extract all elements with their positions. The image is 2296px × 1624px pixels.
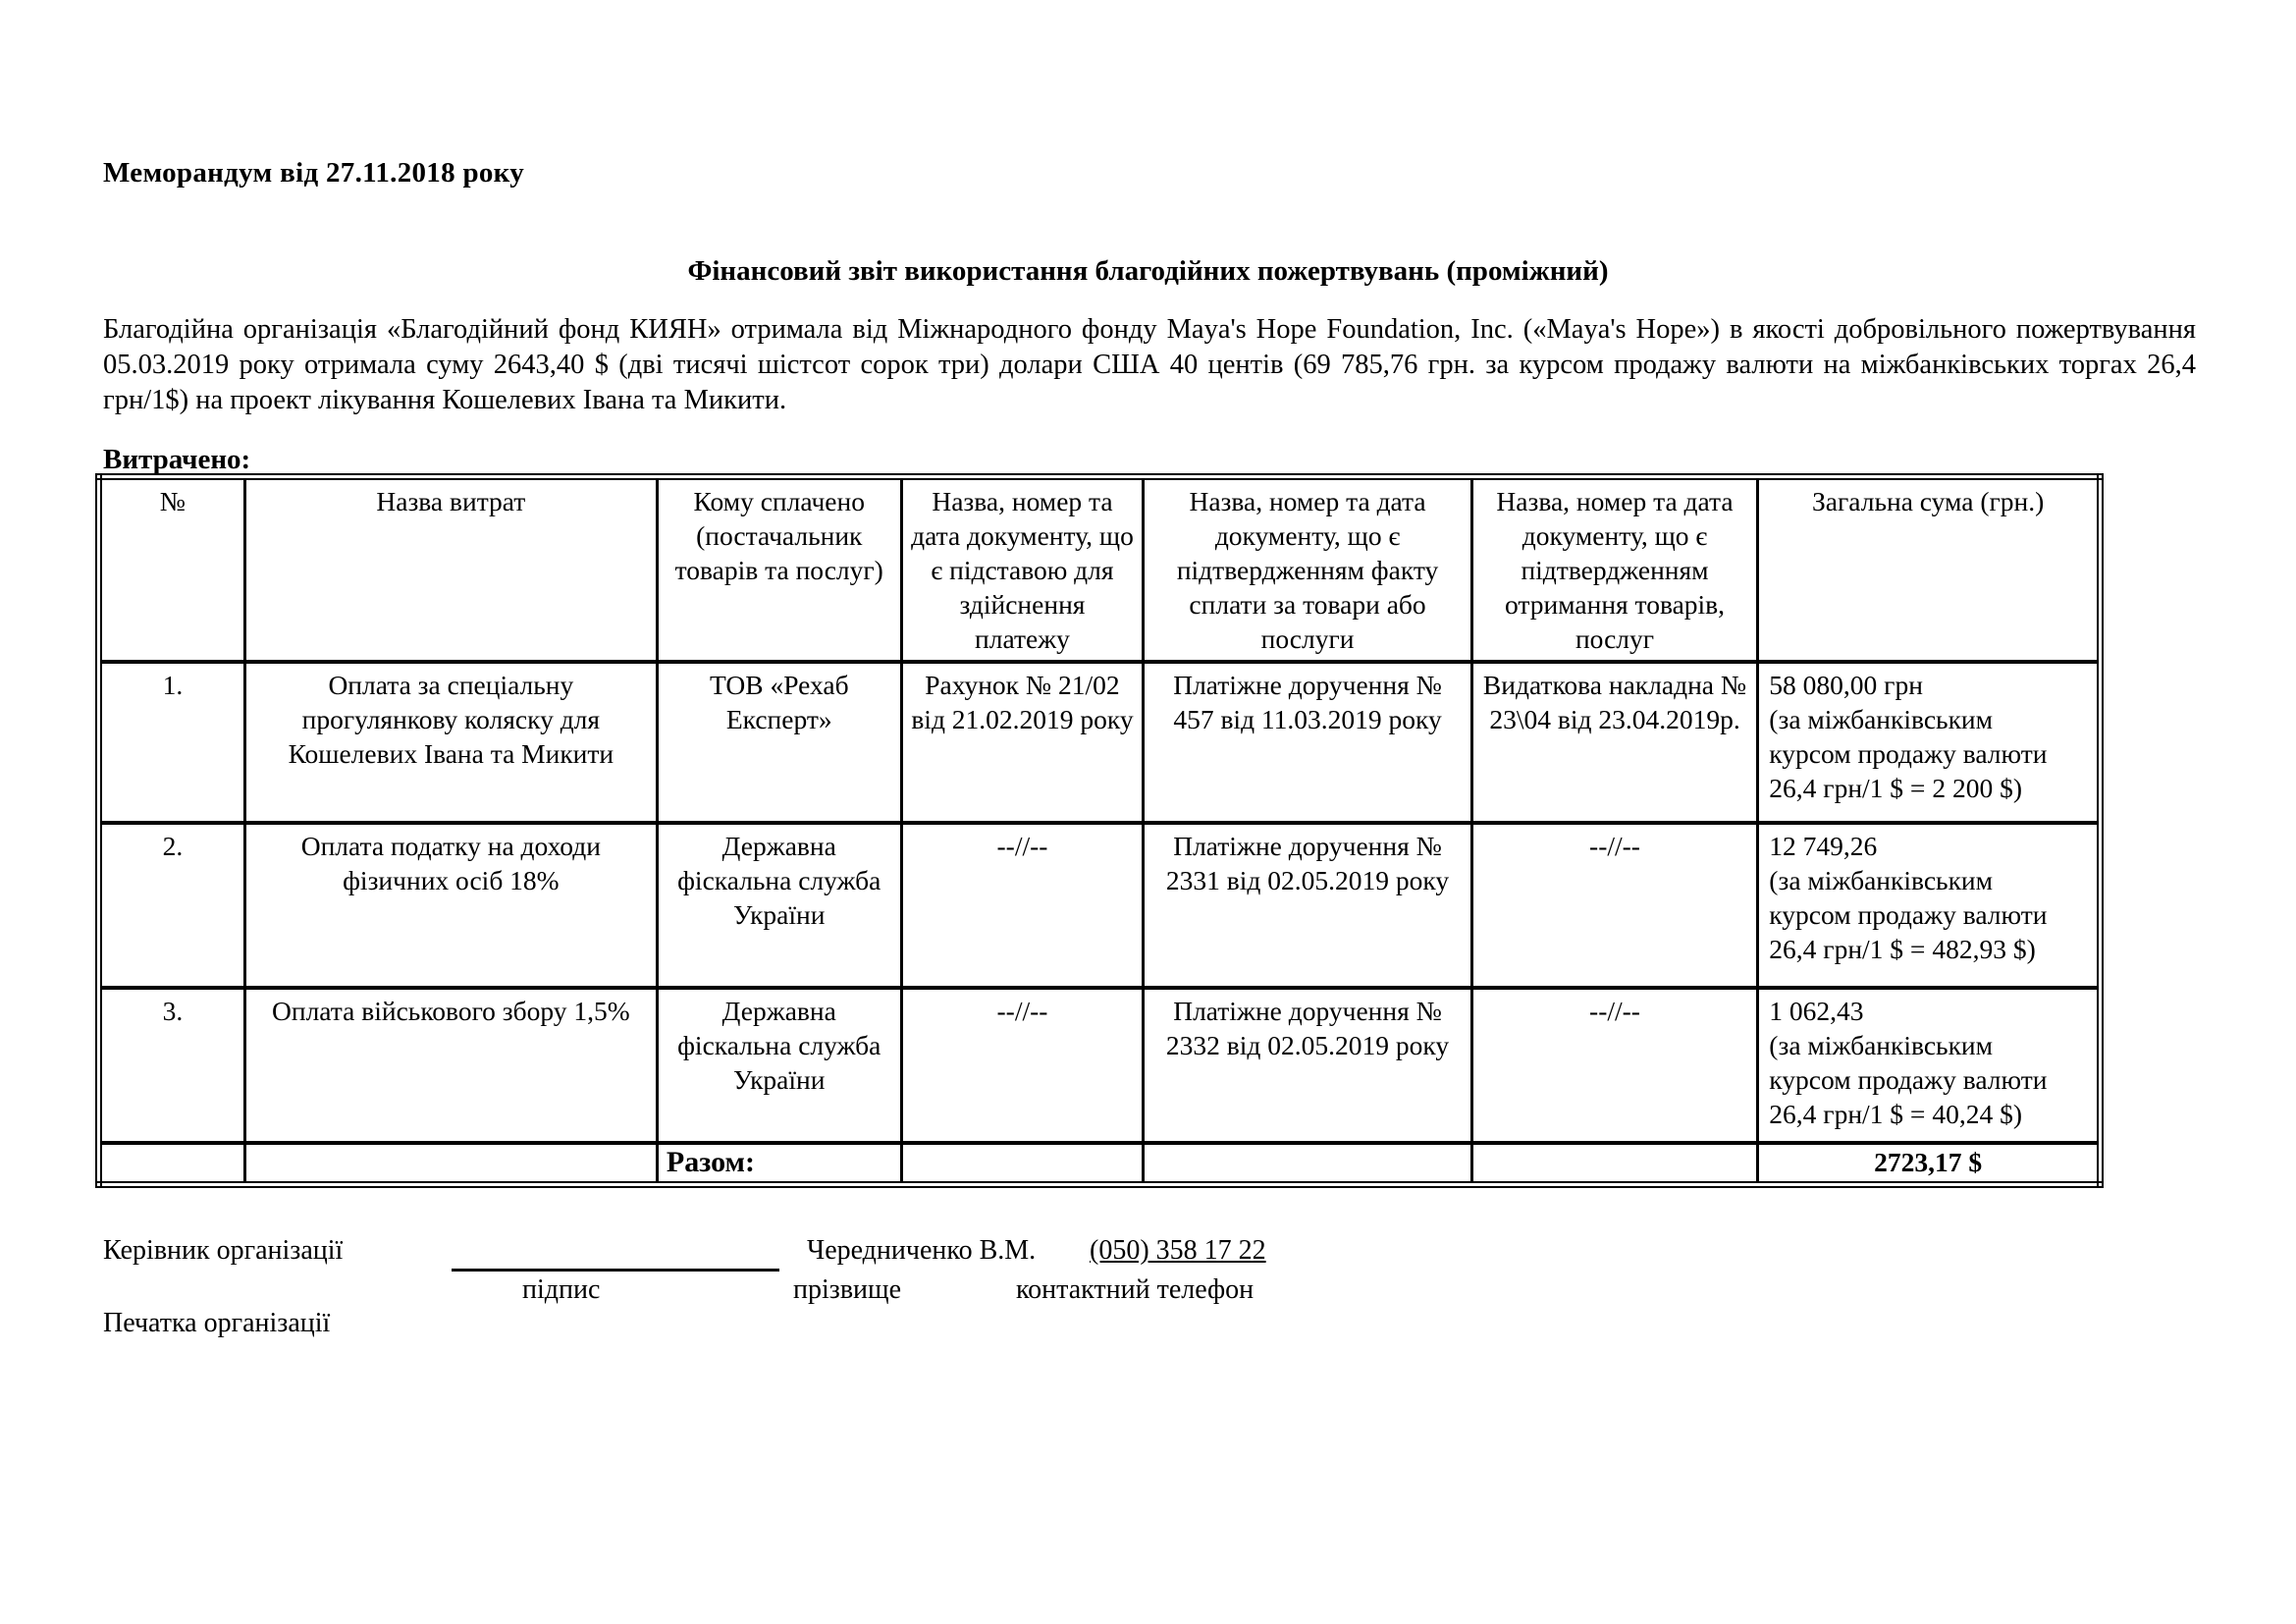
empty-cell bbox=[99, 1143, 245, 1185]
empty-cell bbox=[1471, 1143, 1758, 1185]
amount-note: (за міжбанківським курсом продажу валюти 26,4 грн/1 $ = 40,24 $) bbox=[1769, 1030, 2048, 1129]
amount-note: (за міжбанківським курсом продажу валюти 26,4 грн/1 $ = 482,93 $) bbox=[1769, 865, 2048, 964]
expenses-table bbox=[95, 473, 2104, 1188]
header-payee: Кому сплачено (постачальник товарів та послуг) bbox=[657, 477, 901, 663]
payment-doc-cell: Платіжне доручення № 2331 від 02.05.2019 року bbox=[1144, 823, 1471, 988]
total-label: Разом: bbox=[657, 1143, 901, 1185]
amount-value: 1 062,43 bbox=[1769, 996, 1864, 1026]
expense-name-cell: Оплата за спеціальну прогулянкову коляску для Кошелевих Івана та Микити bbox=[244, 662, 657, 823]
basis-doc-cell: --//-- bbox=[901, 988, 1144, 1143]
empty-cell bbox=[1144, 1143, 1471, 1185]
payee-cell: Державна фіскальна служба України bbox=[657, 823, 901, 988]
payee-cell: Державна фіскальна служба України bbox=[657, 988, 901, 1143]
expense-name-cell: Оплата військового збору 1,5% bbox=[244, 988, 657, 1143]
table-row bbox=[99, 823, 2101, 988]
table-header-row bbox=[99, 477, 2101, 663]
total-sum-cell bbox=[1758, 662, 2101, 823]
header-number: № bbox=[99, 477, 245, 663]
memo-title: Меморандум від 27.11.2018 року bbox=[103, 157, 525, 189]
receipt-doc-cell: Видаткова накладна № 23\04 від 23.04.2019р. bbox=[1471, 662, 1758, 823]
head-of-organization-label: Керівник організації bbox=[103, 1235, 344, 1266]
signature-caption: підпис bbox=[522, 1274, 601, 1305]
receipt-doc-cell: --//-- bbox=[1471, 823, 1758, 988]
payment-doc-cell: Платіжне доручення № 457 від 11.03.2019 року bbox=[1144, 662, 1471, 823]
phone-caption: контактний телефон bbox=[1016, 1274, 1255, 1305]
amount-value: 12 749,26 bbox=[1769, 831, 1878, 861]
report-heading: Фінансовий звіт використання благодійних пожертвувань (проміжний) bbox=[687, 255, 1609, 287]
row-number-cell: 3. bbox=[99, 988, 245, 1143]
table-row bbox=[99, 988, 2101, 1143]
payment-doc-cell: Платіжне доручення № 2332 від 02.05.2019 року bbox=[1144, 988, 1471, 1143]
head-name: Чередниченко В.М. bbox=[807, 1235, 1037, 1266]
signature-line bbox=[452, 1269, 779, 1272]
header-payment-doc: Назва, номер та дата документу, що є підтвердженням факту сплати за товари або послуги bbox=[1144, 477, 1471, 663]
header-expense-name: Назва витрат bbox=[244, 477, 657, 663]
phone-link[interactable]: (050) 358 17 22 bbox=[1090, 1235, 1266, 1266]
total-sum-cell bbox=[1758, 988, 2101, 1143]
row-number-cell: 1. bbox=[99, 662, 245, 823]
total-row bbox=[99, 1143, 2101, 1185]
header-receipt-doc: Назва, номер та дата документу, що є підтвердженням отримання товарів, послуг bbox=[1471, 477, 1758, 663]
stamp-label: Печатка організації bbox=[103, 1308, 331, 1338]
amount-value: 58 080,00 грн bbox=[1769, 670, 1923, 700]
basis-doc-cell: --//-- bbox=[901, 823, 1144, 988]
payee-cell: ТОВ «Рехаб Експерт» bbox=[657, 662, 901, 823]
total-sum-cell bbox=[1758, 823, 2101, 988]
empty-cell bbox=[901, 1143, 1144, 1185]
row-number-cell: 2. bbox=[99, 823, 245, 988]
intro-paragraph: Благодійна організація «Благодійний фонд КИЯН» отримала від Міжнародного фонду Maya's Hope Foundation, Inc. («Maya's Hope») в якості добровільного пожертвування 05.03.2019 року отримала суму 2643,40 $ (дві тисячі шістсот сорок три) долари США 40 центів (69 785,76 грн. за курсом продажу валюти на міжбанківських торгах 26,4 грн/1$) на проект лікування Кошелевих Івана та Микити. bbox=[103, 314, 2196, 415]
name-caption: прізвище bbox=[793, 1274, 902, 1305]
spent-label: Витрачено: bbox=[103, 444, 251, 475]
total-value: 2723,17 $ bbox=[1758, 1143, 2101, 1185]
header-total-sum: Загальна сума (грн.) bbox=[1758, 477, 2101, 663]
receipt-doc-cell: --//-- bbox=[1471, 988, 1758, 1143]
amount-note: (за міжбанківським курсом продажу валюти 26,4 грн/1 $ = 2 200 $) bbox=[1769, 704, 2048, 803]
expense-name-cell: Оплата податку на доходи фізичних осіб 18% bbox=[244, 823, 657, 988]
table-row bbox=[99, 662, 2101, 823]
header-basis-doc: Назва, номер та дата документу, що є підставою для здійснення платежу bbox=[901, 477, 1144, 663]
basis-doc-cell: Рахунок № 21/02 від 21.02.2019 року bbox=[901, 662, 1144, 823]
empty-cell bbox=[244, 1143, 657, 1185]
